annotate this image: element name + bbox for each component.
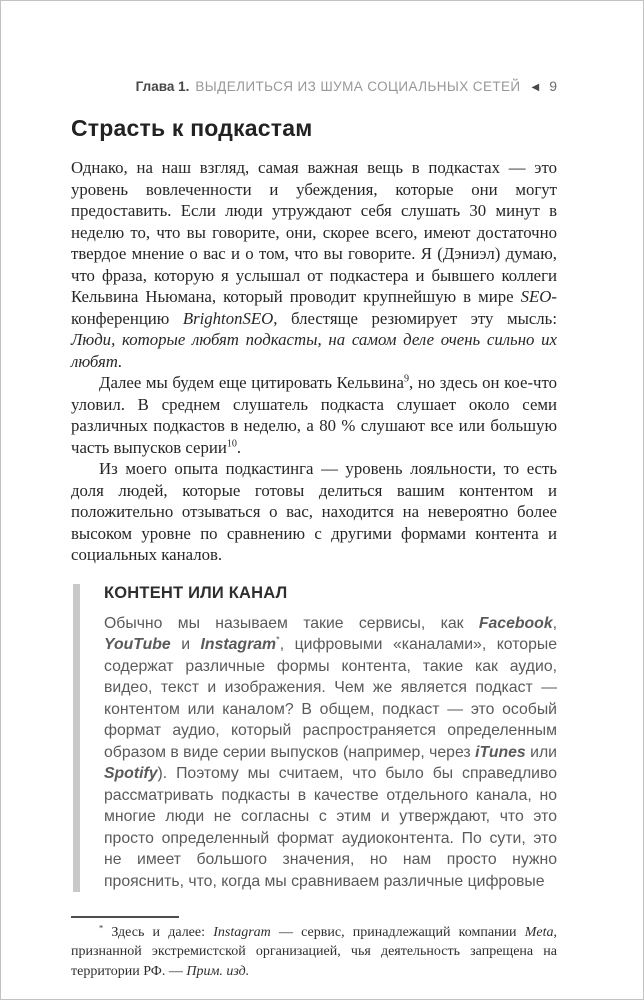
- paragraph-2: Далее мы будем еще цитировать Кельвина$^9$, но здесь он кое-что уловил. В среднем слушатель подкаста слушает около семи различных подкастов в неделю, а 80 % слушают все или большую часть выпусков серии$^{10}$.: [71, 373, 557, 457]
- page-number: 9: [549, 78, 557, 94]
- paragraph-1: Однако, на наш взгляд, самая важная вещь в подкастах — это уровень вовлеченности и убеждения, которые они могут предоставить. Если люди утруждают себя слушать 30 минут в неделю то, что вы говорите, они, скорее всего, имеют достаточно твердое мнение о вас и о том, что вы говорите. Я (Дэниэл) думаю, что фраза, которую я услышал от подкастера и бывшего коллеги Кельвина Ньюмана, который проводит крупнейшую в мире SEO-конференцию BrightonSEO, блестяще резюмирует эту мысль: Люди, которые любят подкасты, на самом деле очень сильно их любят.: [71, 158, 557, 371]
- chapter-label: Глава 1.: [135, 79, 190, 94]
- footnote-divider: [71, 916, 179, 918]
- paragraph-3: Из моего опыта подкастинга — уровень лояльности, то есть доля людей, которые готовы делиться вашим контентом и положительно отзываться о вас, находится на невероятно более высоком уровне по сравнению с другими формами контента и социальных каналов.: [71, 459, 557, 564]
- body-text: [71, 157, 557, 566]
- callout-paragraph: Обычно мы называем такие сервисы, как Facebook, YouTube и Instagram*, цифровыми «каналами», которые содержат различные формы контента, такие как аудио, видео, текст и изображения. Чем же является подкаст — контентом или каналом? В общем, подкаст — это особый формат аудио, который распространяется определенным образом в виде серии выпусков (например, через iTunes или Spotify). Поэтому мы считаем, что было бы справедливо рассматривать подкасты в качестве отдельного канала, но многие люди не согласны с этим и утверждают, что это просто определенный формат аудиоконтента. По сути, это не имеет большого значения, но нам просто нужно прояснить, что, когда мы сравниваем различные цифровые: [104, 614, 558, 890]
- running-header: [71, 79, 557, 95]
- callout-heading: КОНТЕНТ ИЛИ КАНАЛ: [104, 583, 288, 602]
- section-title: Страсть к подкастам: [71, 115, 313, 141]
- callout-box: [73, 584, 557, 893]
- left-triangle-icon: ◀: [531, 82, 540, 93]
- footnote-text: * Здесь и далее: Instagram — сервис, принадлежащий компании Meta, признанной экстремистской организацией, чья деятельность запрещена на территории РФ. — Прим. изд.: [71, 923, 557, 979]
- footnote: [71, 916, 557, 981]
- chapter-title: ВЫДЕЛИТЬСЯ ИЗ ШУМА СОЦИАЛЬНЫХ СЕТЕЙ: [195, 79, 521, 94]
